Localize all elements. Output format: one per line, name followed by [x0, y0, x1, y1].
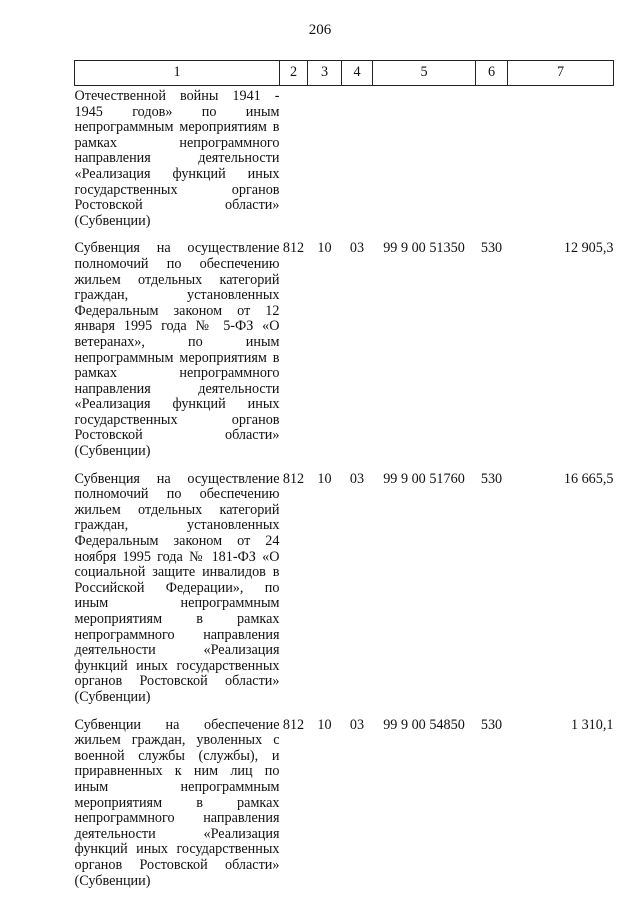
- row-ministry: [280, 86, 308, 230]
- table-header-row: [75, 61, 614, 86]
- row-type: 530: [480, 470, 503, 487]
- row-description: Субвенция на осуществление полномочий по обеспечению жильем отдельных категорий граждан, установленных Федеральным законом от 24 ноября 1995 года № 181-ФЗ «О социальной защите инвалидов в Российской Федерации», по иным непрограммным мероприятиям в рамках непрограммного направления деятельности «Реализация функций иных государственных органов Ростовской области» (Субвенции): [74, 470, 280, 705]
- table-row: [75, 460, 614, 706]
- table-row: [75, 86, 614, 230]
- table-row: [75, 706, 614, 890]
- column-header: 7: [508, 61, 614, 86]
- row-target: 99 9 00 51760: [383, 470, 465, 487]
- page-number: 206: [308, 22, 332, 38]
- row-section: 10: [317, 240, 332, 257]
- row-description: Субвенция на осуществление полномочий по обеспечению жильем отдельных категорий граждан, установленных Федеральным законом от 12 января 1995 года № 5-ФЗ «О ветеранах», по иным непрограммным мероприятиям в рамках непрограммного направления деятельности «Реализация функций иных государственных органов Ростовской области» (Субвенции): [74, 240, 280, 460]
- row-amount: 1 310,1: [570, 716, 614, 733]
- row-subsection: 03: [349, 716, 365, 733]
- column-header: 1: [75, 61, 280, 86]
- row-amount: [508, 86, 614, 230]
- column-header: 6: [476, 61, 508, 86]
- row-ministry: 812: [282, 716, 305, 733]
- row-target: 99 9 00 51350: [383, 240, 465, 257]
- row-target: [373, 86, 476, 230]
- row-amount: 12 905,3: [563, 240, 614, 257]
- row-section: 10: [317, 470, 332, 487]
- row-subsection: 03: [349, 470, 365, 487]
- row-subsection: [342, 86, 373, 230]
- row-subsection: 03: [349, 240, 365, 257]
- row-amount: 16 665,5: [563, 470, 614, 487]
- column-header: 3: [308, 61, 342, 86]
- row-section: [308, 86, 342, 230]
- column-header: 4: [342, 61, 373, 86]
- column-header: 5: [373, 61, 476, 86]
- row-section: 10: [317, 716, 332, 733]
- row-ministry: 812: [282, 240, 305, 257]
- table-row: [75, 229, 614, 459]
- column-header: 2: [280, 61, 308, 86]
- row-description: Субвенции на обеспечение жильем граждан, уволенных с военной службы (службы), и приравненных к ним лиц по иным непрограммным мероприятиям в рамках непрограммного направления деятельности «Реализация функций иных государственных органов Ростовской области» (Субвенции): [74, 716, 280, 889]
- row-type: [476, 86, 508, 230]
- row-target: 99 9 00 54850: [383, 716, 465, 733]
- row-description: Отечественной войны 1941 - 1945 годов» по иным непрограммным мероприятиям в рамках непрограммного направления деятельности «Реализация функций иных государственных органов Ростовской области» (Субвенции): [74, 88, 280, 229]
- row-type: 530: [480, 716, 503, 733]
- row-type: 530: [480, 240, 503, 257]
- budget-table: [74, 60, 614, 889]
- row-ministry: 812: [282, 470, 305, 487]
